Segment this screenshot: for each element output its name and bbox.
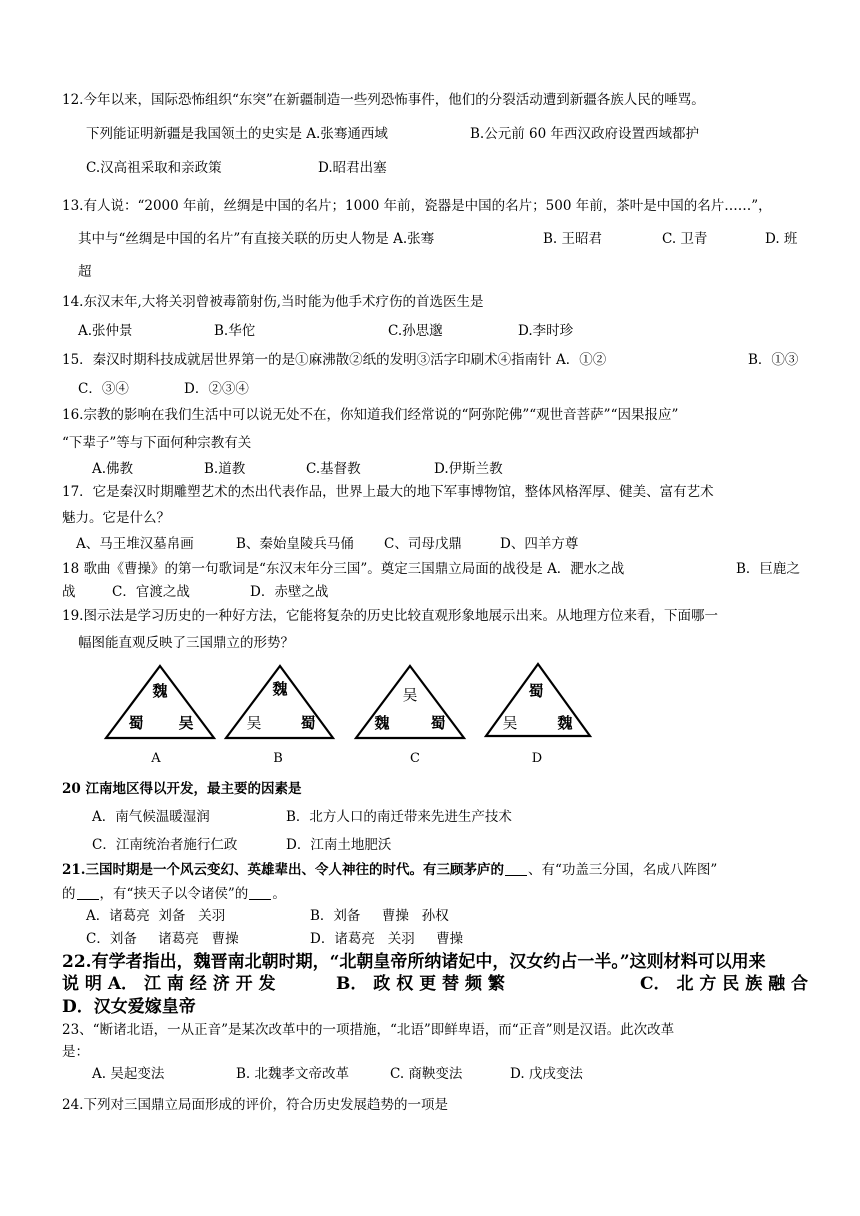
figure-a-right: 吴 bbox=[178, 714, 194, 732]
q23-option-d: D. 戊戌变法 bbox=[510, 1066, 583, 1082]
q18-option-c: C．官渡之战 bbox=[112, 584, 190, 600]
q15-option-b: B．①③ bbox=[748, 352, 799, 368]
figure-c-top: 吴 bbox=[402, 686, 418, 704]
figure-a-left: 蜀 bbox=[128, 714, 144, 732]
figure-d-left: 吴 bbox=[502, 714, 518, 732]
q14-option-b: B.华佗 bbox=[214, 323, 256, 339]
q16-option-c: C.基督教 bbox=[306, 461, 361, 477]
q17-option-b: B、秦始皇陵兵马俑 bbox=[236, 536, 354, 552]
figure-d-top: 蜀 bbox=[528, 682, 544, 700]
triangle-figure-d bbox=[486, 664, 590, 736]
figure-b-left: 吴 bbox=[246, 714, 262, 732]
figure-c-left: 魏 bbox=[374, 714, 390, 732]
q20-stem: 20 江南地区得以开发，最主要的因素是 bbox=[62, 781, 302, 797]
q16-stem-line2: “下辈子”等与下面何种宗教有关 bbox=[62, 435, 252, 451]
three-kingdoms-triangles bbox=[0, 660, 860, 780]
q21-stem-line2 bbox=[62, 884, 286, 904]
q19-stem: 19.图示法是学习历史的一种好方法，它能将复杂的历史比较直观形象地展示出来。从地理方位来看，下面哪一 bbox=[62, 608, 718, 624]
q20-option-c: C．江南统治者施行仁政 bbox=[92, 837, 238, 853]
q12-stem-line2: 下列能证明新疆是我国领土的史实是 A.张骞通西域 bbox=[86, 126, 388, 142]
q21-option-a: A．诸葛亮 刘备 关羽 bbox=[86, 908, 226, 924]
q22-stem: 22.有学者指出，魏晋南北朝时期，“北朝皇帝所纳诸妃中，汉女约占一半。”这则材料可以用来 bbox=[62, 952, 766, 972]
q21-blank-1[interactable] bbox=[505, 863, 527, 876]
q21-line2-part2: ，有“挟天子以令诸侯”的 bbox=[99, 886, 249, 902]
q17-option-d: D、四羊方尊 bbox=[500, 536, 579, 552]
q21-line2-part3: 。 bbox=[272, 886, 286, 902]
q17-stem: 17．它是秦汉时期雕塑艺术的杰出代表作品，世界上最大的地下军事博物馆，整体风格浑厚、健美、富有艺术 bbox=[62, 484, 714, 500]
q23-stem: 23、“断诸北语，一从正音”是某次改革中的一项措施，“北语”即鲜卑语，而“正音”则是汉语。此次改革 bbox=[62, 1022, 675, 1038]
q14-option-a: A.张仲景 bbox=[78, 323, 133, 339]
q21-stem-part1: 21.三国时期是一个风云变幻、英雄辈出、令人神往的时代。有三顾茅庐的 bbox=[62, 862, 504, 878]
q16-option-a: A.佛教 bbox=[92, 461, 134, 477]
q12-option-d: D.昭君出塞 bbox=[318, 160, 387, 176]
q23-option-a: A. 吴起变法 bbox=[92, 1066, 165, 1082]
q20-option-d: D．江南土地肥沃 bbox=[286, 837, 392, 853]
triangle-figure-b bbox=[226, 666, 333, 738]
q21-blank-3[interactable] bbox=[249, 887, 271, 900]
q21-stem-part2: 、有“功盖三分国，名成八阵图” bbox=[528, 862, 718, 878]
q20-option-a: A．南气候温暖湿润 bbox=[92, 809, 210, 825]
q13-stem-line2: 其中与“丝绸是中国的名片”有直接关联的历史人物是 A.张骞 bbox=[78, 231, 435, 247]
q13-option-b: B. 王昭君 bbox=[543, 231, 603, 247]
triangle-figure-a bbox=[106, 666, 214, 738]
figure-a-label: A bbox=[151, 751, 161, 766]
q22-option-b: B． 政 权 更 替 频 繁 bbox=[336, 974, 505, 994]
q13-option-d: D. 班 bbox=[765, 231, 798, 247]
figure-d-label: D bbox=[531, 751, 543, 766]
figure-d-right: 魏 bbox=[557, 714, 573, 732]
q23-stem-line2: 是： bbox=[62, 1044, 89, 1060]
figure-b-top: 魏 bbox=[272, 680, 288, 698]
q22-option-d: D．汉女爱嫁皇帝 bbox=[62, 997, 196, 1017]
q12-option-c: C.汉高祖采取和亲政策 bbox=[86, 160, 222, 176]
q17-option-a: A、马王堆汉墓帛画 bbox=[76, 536, 194, 552]
triangle-figure-c bbox=[356, 666, 464, 738]
q24-stem: 24.下列对三国鼎立局面形成的评价，符合历史发展趋势的一项是 bbox=[62, 1097, 448, 1113]
figure-a-top: 魏 bbox=[152, 682, 168, 700]
q22-option-a: 说 明 A． 江 南 经 济 开 发 bbox=[62, 974, 276, 994]
q15-stem: 15．秦汉时期科技成就居世界第一的是①麻沸散②纸的发明③活字印刷术④指南针 A．①② bbox=[62, 352, 607, 368]
figure-b-label: B bbox=[273, 751, 283, 766]
q12-stem: 12.今年以来，国际恐怖组织“东突”在新疆制造一些列恐怖事件，他们的分裂活动遭到新疆各族人民的唾骂。 bbox=[62, 92, 705, 108]
q18-stem-line2: 战 bbox=[62, 584, 76, 600]
q21-option-b: B．刘备 曹操 孙权 bbox=[310, 908, 449, 924]
q17-option-c: C、司母戊鼎 bbox=[384, 536, 462, 552]
q15-option-d: D．②③④ bbox=[184, 381, 249, 397]
q16-option-b: B.道教 bbox=[204, 461, 246, 477]
figure-c-right: 蜀 bbox=[430, 714, 446, 732]
q18-stem: 18 歌曲《曹操》的第一句歌词是“东汉末年分三国”。奠定三国鼎立局面的战役是 A．淝水之战 bbox=[62, 561, 625, 577]
q18-option-b: B．巨鹿之 bbox=[736, 561, 800, 577]
q21-option-c: C．刘备 诸葛亮 曹操 bbox=[86, 931, 239, 947]
q17-stem-line2: 魅力。它是什么？ bbox=[62, 510, 170, 526]
figure-b-right: 蜀 bbox=[300, 714, 316, 732]
q16-option-d: D.伊斯兰教 bbox=[434, 461, 503, 477]
q14-option-c: C.孙思邈 bbox=[388, 323, 443, 339]
q15-option-c: C．③④ bbox=[78, 381, 129, 397]
q18-option-d: D．赤壁之战 bbox=[250, 584, 329, 600]
q13-option-c: C. 卫青 bbox=[662, 231, 708, 247]
q16-stem: 16.宗教的影响在我们生活中可以说无处不在，你知道我们经常说的“阿弥陀佛”“观世音菩萨”“因果报应” bbox=[62, 407, 679, 423]
q13-stem: 13.有人说：“2000 年前，丝绸是中国的名片；1000 年前，瓷器是中国的名片；500 年前，茶叶是中国的名片……”， bbox=[62, 198, 772, 214]
q23-option-b: B. 北魏孝文帝改革 bbox=[236, 1066, 350, 1082]
q19-stem-line2: 幅图能直观反映了三国鼎立的形势？ bbox=[78, 635, 294, 651]
q14-option-d: D.李时珍 bbox=[518, 323, 574, 339]
q22-option-c: C． 北 方 民 族 融 合 bbox=[640, 974, 809, 994]
q13-stem-line3: 超 bbox=[78, 264, 92, 280]
q14-stem: 14.东汉末年,大将关羽曾被毒箭射伤,当时能为他手术疗伤的首选医生是 bbox=[62, 294, 484, 310]
figure-c-label: C bbox=[410, 751, 420, 766]
q12-option-b: B.公元前 60 年西汉政府设置西域都护 bbox=[470, 126, 699, 142]
q21-blank-2[interactable] bbox=[77, 887, 99, 900]
q21-stem bbox=[62, 860, 717, 880]
q21-option-d: D．诸葛亮 关羽 曹操 bbox=[310, 931, 464, 947]
q23-option-c: C. 商鞅变法 bbox=[390, 1066, 463, 1082]
q20-option-b: B．北方人口的南迁带来先进生产技术 bbox=[286, 809, 512, 825]
q21-line2-part1: 的 bbox=[62, 886, 76, 902]
